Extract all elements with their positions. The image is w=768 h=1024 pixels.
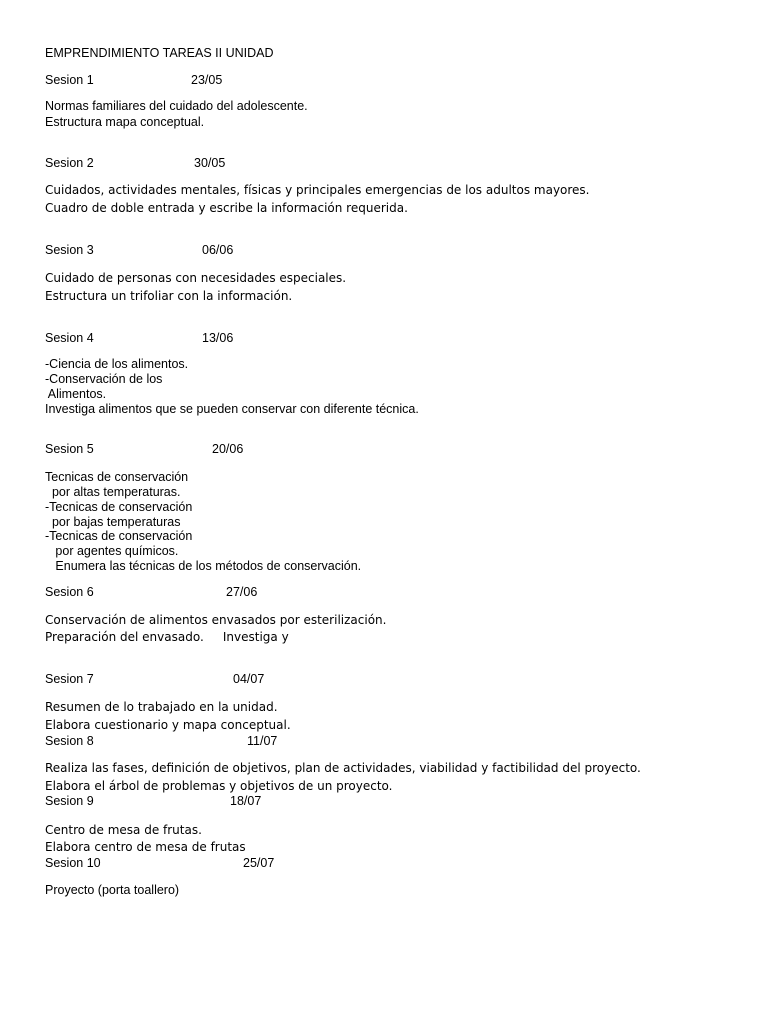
session-5-line-5: -Tecnicas de conservación <box>45 529 193 543</box>
session-3-line-2: Estructura un trifoliar con la información. <box>45 289 293 303</box>
session-4-line-2: -Conservación de los <box>45 372 163 386</box>
session-10-date: 25/07 <box>243 856 275 870</box>
session-10-line-1: Proyecto (porta toallero) <box>45 883 180 897</box>
session-5-line-7: Enumera las técnicas de los métodos de conservación. <box>45 559 362 573</box>
session-1-date: 23/05 <box>191 73 223 87</box>
session-3-line-1: Cuidado de personas con necesidades especiales. <box>45 271 347 285</box>
session-5-label: Sesion 5 <box>45 442 94 456</box>
session-9-line-2: Elabora centro de mesa de frutas <box>45 840 246 854</box>
session-5-line-4: por bajas temperaturas <box>45 515 181 529</box>
session-8-line-2: Elabora el árbol de problemas y objetivos de un proyecto. <box>45 779 393 793</box>
session-5-line-2: por altas temperaturas. <box>45 485 181 499</box>
session-4-label: Sesion 4 <box>45 331 94 345</box>
session-4-line-4: Investiga alimentos que se pueden conservar con diferente técnica. <box>45 402 419 416</box>
session-8-label: Sesion 8 <box>45 734 94 748</box>
session-2-label: Sesion 2 <box>45 156 94 170</box>
session-3-date: 06/06 <box>202 243 234 257</box>
session-5-date: 20/06 <box>212 442 244 456</box>
session-2-date: 30/05 <box>194 156 226 170</box>
session-9-label: Sesion 9 <box>45 794 94 808</box>
session-7-date: 04/07 <box>233 672 265 686</box>
session-10-label: Sesion 10 <box>45 856 101 870</box>
session-2-line-2: Cuadro de doble entrada y escribe la información requerida. <box>45 201 408 215</box>
session-1-line-1: Normas familiares del cuidado del adolescente. <box>45 99 308 113</box>
session-5-line-3: -Tecnicas de conservación <box>45 500 193 514</box>
session-4-date: 13/06 <box>202 331 234 345</box>
session-4-line-1: -Ciencia de los alimentos. <box>45 357 189 371</box>
session-9-line-1: Centro de mesa de frutas. <box>45 823 202 837</box>
session-7-line-1: Resumen de lo trabajado en la unidad. <box>45 700 278 714</box>
session-5-line-6: por agentes químicos. <box>45 544 179 558</box>
session-2-line-1: Cuidados, actividades mentales, físicas y principales emergencias de los adultos mayores. <box>45 183 590 197</box>
session-1-label: Sesion 1 <box>45 73 94 87</box>
session-5-line-1: Tecnicas de conservación <box>45 470 189 484</box>
session-4-line-3: Alimentos. <box>45 387 107 401</box>
session-1-line-2: Estructura mapa conceptual. <box>45 115 205 129</box>
session-8-date: 11/07 <box>247 734 278 748</box>
session-6-date: 27/06 <box>226 585 258 599</box>
session-6-line-1: Conservación de alimentos envasados por esterilización. <box>45 613 387 627</box>
document-title: EMPRENDIMIENTO TAREAS II UNIDAD <box>45 46 274 60</box>
session-7-label: Sesion 7 <box>45 672 94 686</box>
session-6-line-2: Preparación del envasado. Investiga y <box>45 630 289 644</box>
session-8-line-1: Realiza las fases, definición de objetivos, plan de actividades, viabilidad y factibilidad del proyecto. <box>45 761 641 775</box>
session-9-date: 18/07 <box>230 794 262 808</box>
session-6-label: Sesion 6 <box>45 585 94 599</box>
session-7-line-2: Elabora cuestionario y mapa conceptual. <box>45 718 291 732</box>
session-3-label: Sesion 3 <box>45 243 94 257</box>
